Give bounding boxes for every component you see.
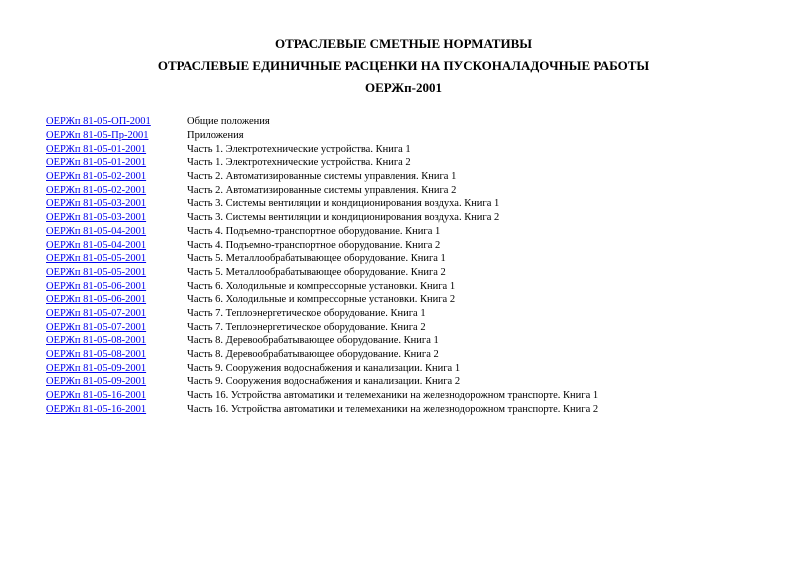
- list-item: [46, 170, 786, 184]
- document-code-link[interactable]: ОЕРЖп 81-05-06-2001: [46, 280, 147, 292]
- document-title: Часть 2. Автоматизированные системы управления. Книга 2: [187, 184, 457, 196]
- document-code-link[interactable]: ОЕРЖп 81-05-09-2001: [46, 376, 147, 388]
- document-title: Часть 9. Сооружения водоснабжения и канализации. Книга 1: [187, 362, 461, 374]
- document-code-link[interactable]: ОЕРЖп 81-05-02-2001: [46, 184, 147, 196]
- document-code-link[interactable]: ОЕРЖп 81-05-05-2001: [46, 253, 147, 265]
- list-item: [46, 307, 786, 321]
- document-code-link[interactable]: ОЕРЖп 81-05-06-2001: [46, 294, 147, 306]
- document-code-link[interactable]: ОЕРЖп 81-05-05-2001: [46, 266, 147, 278]
- document-code-link[interactable]: ОЕРЖп 81-05-03-2001: [46, 198, 147, 210]
- list-item: [46, 129, 786, 143]
- document-code-link[interactable]: ОЕРЖп 81-05-08-2001: [46, 349, 147, 361]
- list-item: [46, 115, 786, 129]
- document-list: [46, 115, 786, 416]
- list-item: [46, 197, 786, 211]
- document-title: Часть 8. Деревообрабатывающее оборудование. Книга 1: [187, 335, 439, 347]
- document-title: Часть 3. Системы вентиляции и кондиционирования воздуха. Книга 1: [187, 198, 500, 210]
- document-title: Часть 6. Холодильные и компрессорные установки. Книга 2: [187, 294, 456, 306]
- list-item: [46, 266, 786, 280]
- document-code-link[interactable]: ОЕРЖп 81-05-01-2001: [46, 157, 147, 169]
- document-code-link[interactable]: ОЕРЖп 81-05-07-2001: [46, 321, 147, 333]
- document-code-link[interactable]: ОЕРЖп 81-05-04-2001: [46, 225, 147, 237]
- document-title: Часть 2. Автоматизированные системы управления. Книга 1: [187, 171, 457, 183]
- document-code-link[interactable]: ОЕРЖп 81-05-04-2001: [46, 239, 147, 251]
- document-code-link[interactable]: ОЕРЖп 81-05-Пр-2001: [46, 130, 149, 142]
- list-item: [46, 334, 786, 348]
- document-title: Часть 5. Металлообрабатывающее оборудование. Книга 1: [187, 253, 446, 265]
- list-item: [46, 279, 786, 293]
- list-item: [46, 225, 786, 239]
- document-title: Приложения: [187, 130, 244, 142]
- document-title: Часть 16. Устройства автоматики и телемеханики на железнодорожном транспорте. Книга 1: [187, 390, 599, 402]
- list-item: [46, 252, 786, 266]
- document-title: Часть 9. Сооружения водоснабжения и канализации. Книга 2: [187, 376, 461, 388]
- list-item: [46, 361, 786, 375]
- list-item: [46, 238, 786, 252]
- document-title: Часть 7. Теплоэнергетическое оборудование. Книга 2: [187, 321, 426, 333]
- list-item: [46, 389, 786, 403]
- list-item: [46, 348, 786, 362]
- document-code-link[interactable]: ОЕРЖп 81-05-07-2001: [46, 307, 147, 319]
- document-code-link[interactable]: ОЕРЖп 81-05-09-2001: [46, 362, 147, 374]
- list-item: [46, 320, 786, 334]
- list-item: [46, 402, 786, 416]
- document-code-link[interactable]: ОЕРЖп 81-05-02-2001: [46, 171, 147, 183]
- document-title: Часть 6. Холодильные и компрессорные установки. Книга 1: [187, 280, 456, 292]
- document-code-link[interactable]: ОЕРЖп 81-05-ОП-2001: [46, 116, 151, 128]
- document-code-link[interactable]: ОЕРЖп 81-05-01-2001: [46, 143, 147, 155]
- list-item: [46, 142, 786, 156]
- document-code-link[interactable]: ОЕРЖп 81-05-03-2001: [46, 212, 147, 224]
- document-title: Часть 8. Деревообрабатывающее оборудование. Книга 2: [187, 349, 439, 361]
- page-subtitle: ОТРАСЛЕВЫЕ ЕДИНИЧНЫЕ РАСЦЕНКИ НА ПУСКОНАЛАДОЧНЫЕ РАБОТЫ: [157, 58, 650, 73]
- document-title: Часть 1. Электротехнические устройства. Книга 1: [187, 143, 411, 155]
- document-title: Общие положения: [187, 116, 270, 128]
- document-code-link[interactable]: ОЕРЖп 81-05-16-2001: [46, 390, 147, 402]
- document-code-link[interactable]: ОЕРЖп 81-05-16-2001: [46, 403, 147, 415]
- document-title: Часть 16. Устройства автоматики и телемеханики на железнодорожном транспорте. Книга 2: [187, 403, 599, 415]
- page-code-title: ОЕРЖп-2001: [365, 80, 442, 95]
- list-item: [46, 375, 786, 389]
- document-title: Часть 4. Подъемно-транспортное оборудование. Книга 2: [187, 239, 441, 251]
- list-item: [46, 183, 786, 197]
- page-title: ОТРАСЛЕВЫЕ СМЕТНЫЕ НОРМАТИВЫ: [274, 36, 533, 51]
- document-title: Часть 1. Электротехнические устройства. Книга 2: [187, 157, 411, 169]
- document-title: Часть 5. Металлообрабатывающее оборудование. Книга 2: [187, 266, 446, 278]
- list-item: [46, 156, 786, 170]
- list-item: [46, 293, 786, 307]
- document-title: Часть 4. Подъемно-транспортное оборудование. Книга 1: [187, 225, 441, 237]
- document-title: Часть 3. Системы вентиляции и кондиционирования воздуха. Книга 2: [187, 212, 500, 224]
- document-code-link[interactable]: ОЕРЖп 81-05-08-2001: [46, 335, 147, 347]
- document-title: Часть 7. Теплоэнергетическое оборудование. Книга 1: [187, 307, 426, 319]
- list-item: [46, 211, 786, 225]
